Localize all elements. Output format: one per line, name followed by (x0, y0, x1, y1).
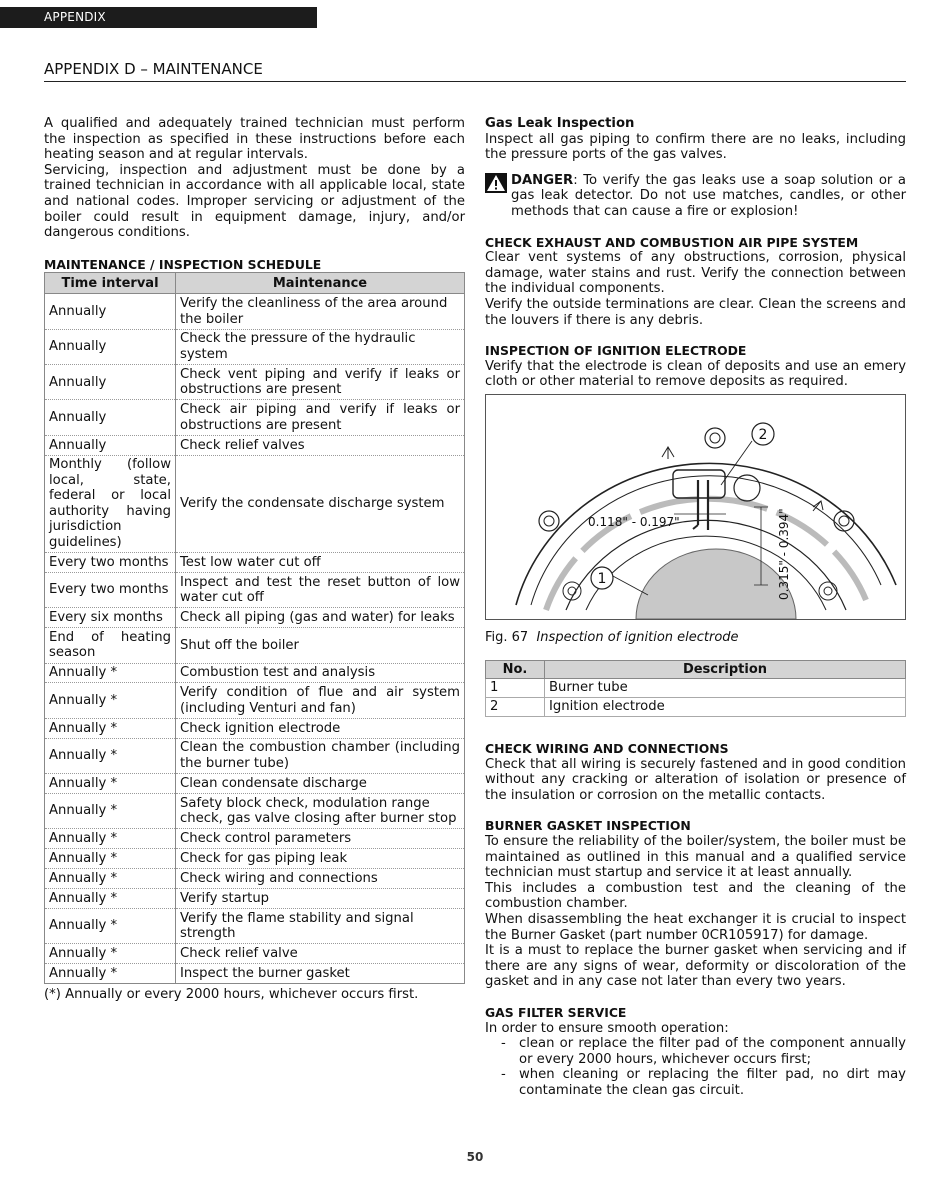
table-row (45, 964, 465, 984)
task-cell: Check for gas piping leak (176, 849, 465, 869)
task-cell: Combustion test and analysis (176, 663, 465, 683)
table-row (45, 793, 465, 828)
danger-label: DANGER (511, 172, 574, 188)
table-row (45, 365, 465, 400)
task-cell: Check relief valves (176, 435, 465, 455)
task-cell: Check relief valve (176, 944, 465, 964)
task-cell: Verify condition of flue and air system (including Venturi and fan) (176, 683, 465, 718)
callout-2-leader (721, 441, 752, 485)
exhaust-text-1: Clear vent systems of any obstructions, corrosion, physical damage, water stains and rust. Verify the connection between the individual components. (485, 250, 906, 297)
height-dimension-label: 0.315" - 0.394" (777, 508, 791, 600)
time-cell: Annually * (45, 869, 176, 889)
task-cell: Test low water cut off (176, 553, 465, 573)
task-cell: Verify the cleanliness of the area around the boiler (176, 294, 465, 329)
table-row (45, 738, 465, 773)
table-row (45, 774, 465, 794)
filter-item-text: when cleaning or replacing the filter pad, no dirt may contaminate the clean gas circuit. (519, 1067, 906, 1098)
time-cell: Annually * (45, 829, 176, 849)
legend-header-row (486, 660, 906, 679)
wiring-heading: CHECK WIRING AND CONNECTIONS (485, 741, 729, 757)
burner-tube (636, 549, 796, 619)
gasket-heading: BURNER GASKET INSPECTION (485, 818, 691, 834)
bolt-top (705, 428, 725, 448)
intro-paragraph-1: A qualified and adequately trained technician must perform the inspection as specified in these instructions before each heating season and at regular intervals. (44, 116, 465, 163)
filter-heading: GAS FILTER SERVICE (485, 1005, 627, 1020)
time-cell: Annually * (45, 663, 176, 683)
figure-number: Fig. 67 (485, 629, 529, 645)
table-row (45, 829, 465, 849)
time-cell: Annually * (45, 774, 176, 794)
task-cell: Check air piping and verify if leaks or obstructions are present (176, 400, 465, 435)
table-row (45, 608, 465, 628)
table-row (45, 455, 465, 552)
burner-diagram (486, 395, 905, 619)
filter-list (485, 1036, 906, 1098)
ignition-heading: INSPECTION OF IGNITION ELECTRODE (485, 343, 747, 359)
task-cell: Inspect the burner gasket (176, 964, 465, 984)
ignition-text: Verify that the electrode is clean of deposits and use an emery cloth or other material to remove deposits as required. (485, 358, 906, 390)
table-row (45, 400, 465, 435)
task-cell: Safety block check, modulation range check, gas valve closing after burner stop (176, 793, 465, 828)
time-cell: Annually * (45, 849, 176, 869)
schedule-footnote: (*) Annually or every 2000 hours, whichever occurs first. (44, 986, 419, 1002)
gasket-text-2: This includes a combustion test and the cleaning of the combustion chamber. (485, 880, 906, 912)
time-cell: Annually * (45, 718, 176, 738)
list-item: - when cleaning or replacing the filter pad, no dirt may contaminate the clean gas circuit. (501, 1067, 906, 1098)
time-cell: Annually * (45, 888, 176, 908)
intro-paragraph-2: Servicing, inspection and adjustment must be done by a trained technician in accordance with all applicable local, state and national codes. Improper servicing or adjustment of the boiler could result in equipment damage, injury, and/or dangerous conditions. (44, 162, 465, 241)
time-cell: Annually * (45, 738, 176, 773)
table-row (486, 698, 906, 717)
table-row (45, 908, 465, 943)
table-row (45, 869, 465, 889)
table-row (45, 435, 465, 455)
left-column (44, 116, 465, 1003)
task-cell: Clean the combustion chamber (including the burner tube) (176, 738, 465, 773)
danger-text: : To verify the gas leaks use a soap solution or a gas leak detector. Do not use matches, candles, or other methods that can cause a fire or explosion! (511, 172, 906, 219)
figure-caption (485, 630, 906, 646)
callout-2-number: 2 (758, 426, 768, 443)
electrode-tip (693, 525, 698, 529)
page-number: 50 (466, 1150, 484, 1164)
filter-intro: In order to ensure smooth operation: (485, 1020, 729, 1036)
ignition-electrode (698, 480, 708, 530)
legend-no-cell: 2 (486, 698, 545, 717)
table-row (45, 888, 465, 908)
wiring-text: Check that all wiring is securely fastened and in good condition without any cracking or alteration of isolation or presence of the insulation or corrosion on the metallic contacts. (485, 756, 906, 803)
table-row (45, 718, 465, 738)
time-cell: Monthly (follow local, state, federal or local authority having jurisdiction guidelines) (45, 455, 176, 552)
table-row (45, 553, 465, 573)
schedule-heading: MAINTENANCE / INSPECTION SCHEDULE (44, 256, 322, 272)
gasket-text-1: To ensure the reliability of the boiler/system, the boiler must be maintained as outlined in this manual and a qualified service technician must startup and service it at least annually. (485, 834, 906, 881)
bolt-left (539, 511, 559, 531)
schedule-col-maintenance: Maintenance (176, 273, 465, 294)
task-cell: Check the pressure of the hydraulic system (176, 329, 465, 364)
task-cell: Clean condensate discharge (176, 774, 465, 794)
table-row (45, 329, 465, 364)
schedule-header-row (45, 273, 465, 294)
gasket-text-4: It is a must to replace the burner gasket when servicing and if there are any signs of wear, deformity or discoloration of the gasket and in any case not later than every two years. (485, 943, 906, 990)
task-cell: Verify the condensate discharge system (176, 455, 465, 552)
legend-col-description: Description (545, 660, 906, 679)
table-row (45, 628, 465, 663)
table-row (45, 683, 465, 718)
time-cell: Every two months (45, 553, 176, 573)
section-bar-label: APPENDIX (44, 10, 106, 24)
task-cell: Check control parameters (176, 829, 465, 849)
table-row (45, 663, 465, 683)
callout-1-number: 1 (597, 570, 607, 587)
danger-notice (485, 173, 906, 220)
table-row (45, 849, 465, 869)
time-cell: Annually (45, 435, 176, 455)
legend-no-cell: 1 (486, 679, 545, 698)
legend-desc-cell: Ignition electrode (545, 698, 906, 717)
schedule-table (44, 272, 465, 984)
legend-desc-cell: Burner tube (545, 679, 906, 698)
bolt-bottom-right (819, 582, 837, 600)
list-item: - clean or replace the filter pad of the component annually or every 2000 hours, whichever occurs first; (501, 1036, 906, 1067)
table-row (486, 679, 906, 698)
time-cell: End of heating season (45, 628, 176, 663)
task-cell: Check wiring and connections (176, 869, 465, 889)
schedule-col-time: Time interval (45, 273, 176, 294)
task-cell: Check vent piping and verify if leaks or obstructions are present (176, 365, 465, 400)
time-cell: Annually * (45, 793, 176, 828)
time-cell: Every six months (45, 608, 176, 628)
figure-caption-text: Inspection of ignition electrode (536, 629, 739, 645)
task-cell: Verify the flame stability and signal strength (176, 908, 465, 943)
exhaust-text-2: Verify the outside terminations are clear. Clean the screens and the louvers if there is any debris. (485, 296, 906, 328)
table-row (45, 572, 465, 607)
time-cell: Annually * (45, 944, 176, 964)
gas-leak-text: Inspect all gas piping to confirm there are no leaks, including the pressure ports of the gas valves. (485, 131, 906, 163)
callout-1-leader (611, 575, 648, 595)
time-cell: Annually (45, 294, 176, 329)
right-column (485, 116, 906, 1099)
task-cell: Check ignition electrode (176, 718, 465, 738)
time-cell: Annually (45, 329, 176, 364)
table-row (45, 294, 465, 329)
legend-col-no: No. (486, 660, 545, 679)
time-cell: Annually (45, 365, 176, 400)
task-cell: Inspect and test the reset button of low water cut off (176, 572, 465, 607)
task-cell: Verify startup (176, 888, 465, 908)
task-cell: Shut off the boiler (176, 628, 465, 663)
page-title: APPENDIX D – MAINTENANCE (44, 60, 906, 82)
time-cell: Annually * (45, 964, 176, 984)
gasket-text-3: When disassembling the heat exchanger it is crucial to inspect the Burner Gasket (part number 0CR105917) for damage. (485, 912, 906, 943)
bolt-right (834, 511, 854, 531)
ignition-electrode-figure (485, 394, 906, 620)
section-bar (0, 7, 317, 28)
embossed-arrow-left (662, 447, 674, 459)
legend-table (485, 660, 906, 718)
table-row (45, 944, 465, 964)
gas-leak-heading: Gas Leak Inspection (485, 116, 635, 131)
warning-triangle-icon (485, 173, 507, 198)
time-cell: Annually * (45, 908, 176, 943)
time-cell: Annually * (45, 683, 176, 718)
gap-dimension-label: 0.118" - 0.197" (588, 514, 680, 529)
time-cell: Every two months (45, 572, 176, 607)
time-cell: Annually (45, 400, 176, 435)
task-cell: Check all piping (gas and water) for leaks (176, 608, 465, 628)
filter-item-text: clean or replace the filter pad of the component annually or every 2000 hours, whichever occurs first; (519, 1036, 906, 1067)
exhaust-heading: CHECK EXHAUST AND COMBUSTION AIR PIPE SYSTEM (485, 234, 859, 250)
